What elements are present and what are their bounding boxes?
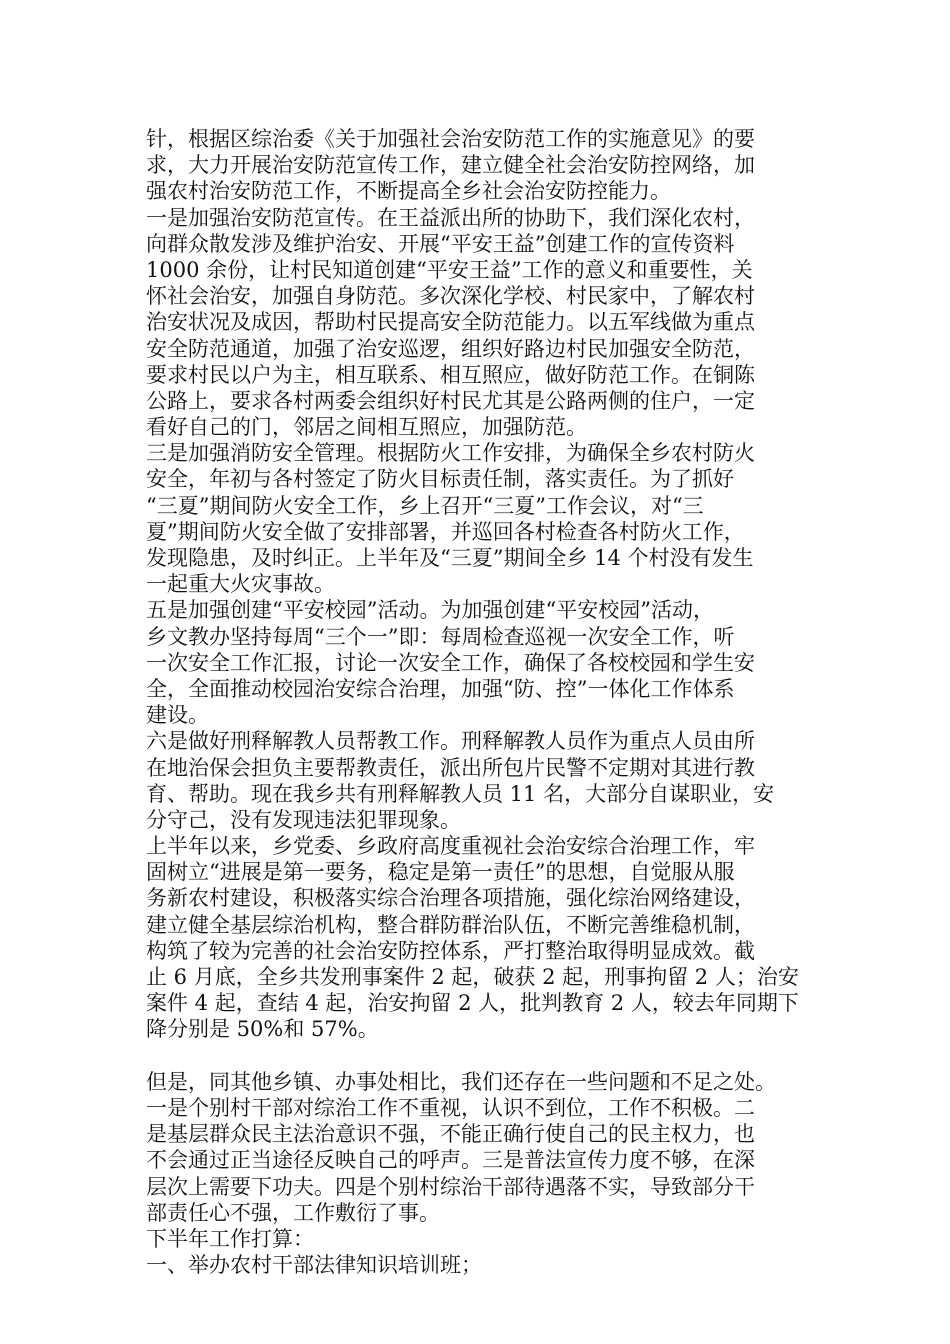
text-line: 建设。 [146,703,209,728]
text-line: 一次安全工作汇报，讨论一次安全工作，确保了各校校园和学生安 [146,650,755,675]
text-line: 但是，同其他乡镇、办事处相比，我们还存在一些问题和不足之处。 [146,1069,776,1094]
text-line: 求，大力开展治安防范宣传工作，建立健全社会治安防控网络，加 [146,153,755,178]
text-line: 层次上需要下功夫。四是个别村综治干部待遇落不实，导致部分干 [146,1174,755,1199]
text-line: 强农村治安防范工作，不断提高全乡社会治安防控能力。 [146,179,671,204]
text-line: 下半年工作打算： [146,1226,314,1251]
paragraph-summary [146,833,808,1043]
paragraph-item-6 [146,728,808,833]
text-line: 分守己，没有发现违法犯罪现象。 [146,807,461,832]
text-line: 乡文教办坚持每周“三个一”即：每周检查巡视一次安全工作，听 [146,624,735,649]
text-line: 全，全面推动校园治安综合治理，加强“防、控”一体化工作体系 [146,676,735,701]
text-line: 是基层群众民主法治意识不强，不能正确行使自己的民主权力，也 [146,1122,755,1147]
text-line: 针，根据区综治委《关于加强社会治安防范工作的实施意见》的要 [146,127,755,151]
paragraph-plan-heading [146,1226,808,1252]
text-line: 发现隐患，及时纠正。上半年及“三夏”期间全乡 14 个村没有发生 [146,546,754,570]
paragraph-item-5 [146,597,808,728]
text-line: 部责任心不强，工作敷衍了事。 [146,1200,440,1225]
text-line: 安全，年初与各村签定了防火目标责任制，落实责任。为了抓好 [146,467,734,492]
paragraph-problems [146,1069,808,1226]
paragraph-spacer [146,1043,808,1069]
text-line: “三夏”期间防火安全工作，乡上召开“三夏”工作会议，对“三 [146,493,704,518]
text-line: 一是加强治安防范宣传。在王益派出所的协助下，我们深化农村， [146,205,755,230]
text-line: 治安状况及成因，帮助村民提高安全防范能力。以五军线做为重点 [146,310,755,335]
paragraph-item-3 [146,440,808,597]
text-line: 要求村民以户为主，相互联系、相互照应，做好防范工作。在铜陈 [146,362,755,387]
text-line: 怀社会治安，加强自身防范。多次深化学校、村民家中，了解农村 [146,284,755,309]
text-line: 六是做好刑释解教人员帮教工作。刑释解教人员作为重点人员由所 [146,729,755,754]
text-line: 看好自己的门，邻居之间相互照应，加强防范。 [146,415,587,440]
text-line: 建立健全基层综治机构，整合群防群治队伍，不断完善维稳机制， [146,912,755,937]
paragraph-item-1 [146,205,808,441]
text-line: 一、举办农村干部法律知识培训班； [146,1253,482,1278]
text-line: 在地治保会担负主要帮教责任，派出所包片民警不定期对其进行教 [146,755,755,780]
text-line: 育、帮助。现在我乡共有刑释解教人员 11 名，大部分自谋职业，安 [146,781,775,806]
text-line: 止 6 月底，全乡共发刑事案件 2 起，破获 2 起，刑事拘留 2 人；治安 [146,965,799,989]
text-line: 上半年以来，乡党委、乡政府高度重视社会治安综合治理工作，牢 [146,834,755,859]
text-line: 向群众散发涉及维护治安、开展“平安王益”创建工作的宣传资料 [146,231,735,256]
paragraph-plan-item-1 [146,1252,808,1278]
text-line: 一是个别村干部对综治工作不重视，认识不到位，工作不积极。二 [146,1095,755,1120]
text-line: 固树立“进展是第一要务，稳定是第一责任”的思想，自觉服从服 [146,860,735,885]
text-line: 1000 余份，让村民知道创建“平安王益”工作的意义和重要性，关 [146,257,753,282]
text-line: 案件 4 起，查结 4 起，治安拘留 2 人，批判教育 2 人，较去年同期下 [146,991,799,1016]
text-line: 公路上，要求各村两委会组织好村民尤其是公路两侧的住户，一定 [146,388,755,413]
text-line: 安全防范通道，加强了治安巡逻，组织好路边村民加强安全防范， [146,336,755,361]
text-line: 不会通过正当途径反映自己的呼声。三是普法宣传力度不够，在深 [146,1148,755,1173]
text-line: 一起重大火灾事故。 [146,572,335,597]
text-line: 务新农村建设，积极落实综合治理各项措施，强化综治网络建设， [146,886,755,911]
text-line: 夏”期间防火安全做了安排部署，并巡回各村检查各村防火工作， [146,519,745,544]
paragraph-intro [146,126,808,205]
text-line: 降分别是 50%和 57%。 [146,1017,379,1042]
text-line: 构筑了较为完善的社会治安防控体系，严打整治取得明显成效。截 [146,938,755,963]
text-line: 五是加强创建“平安校园”活动。为加强创建“平安校园”活动， [146,598,714,623]
text-line: 三是加强消防安全管理。根据防火工作安排，为确保全乡农村防火 [146,441,755,466]
document-page [146,126,808,1278]
